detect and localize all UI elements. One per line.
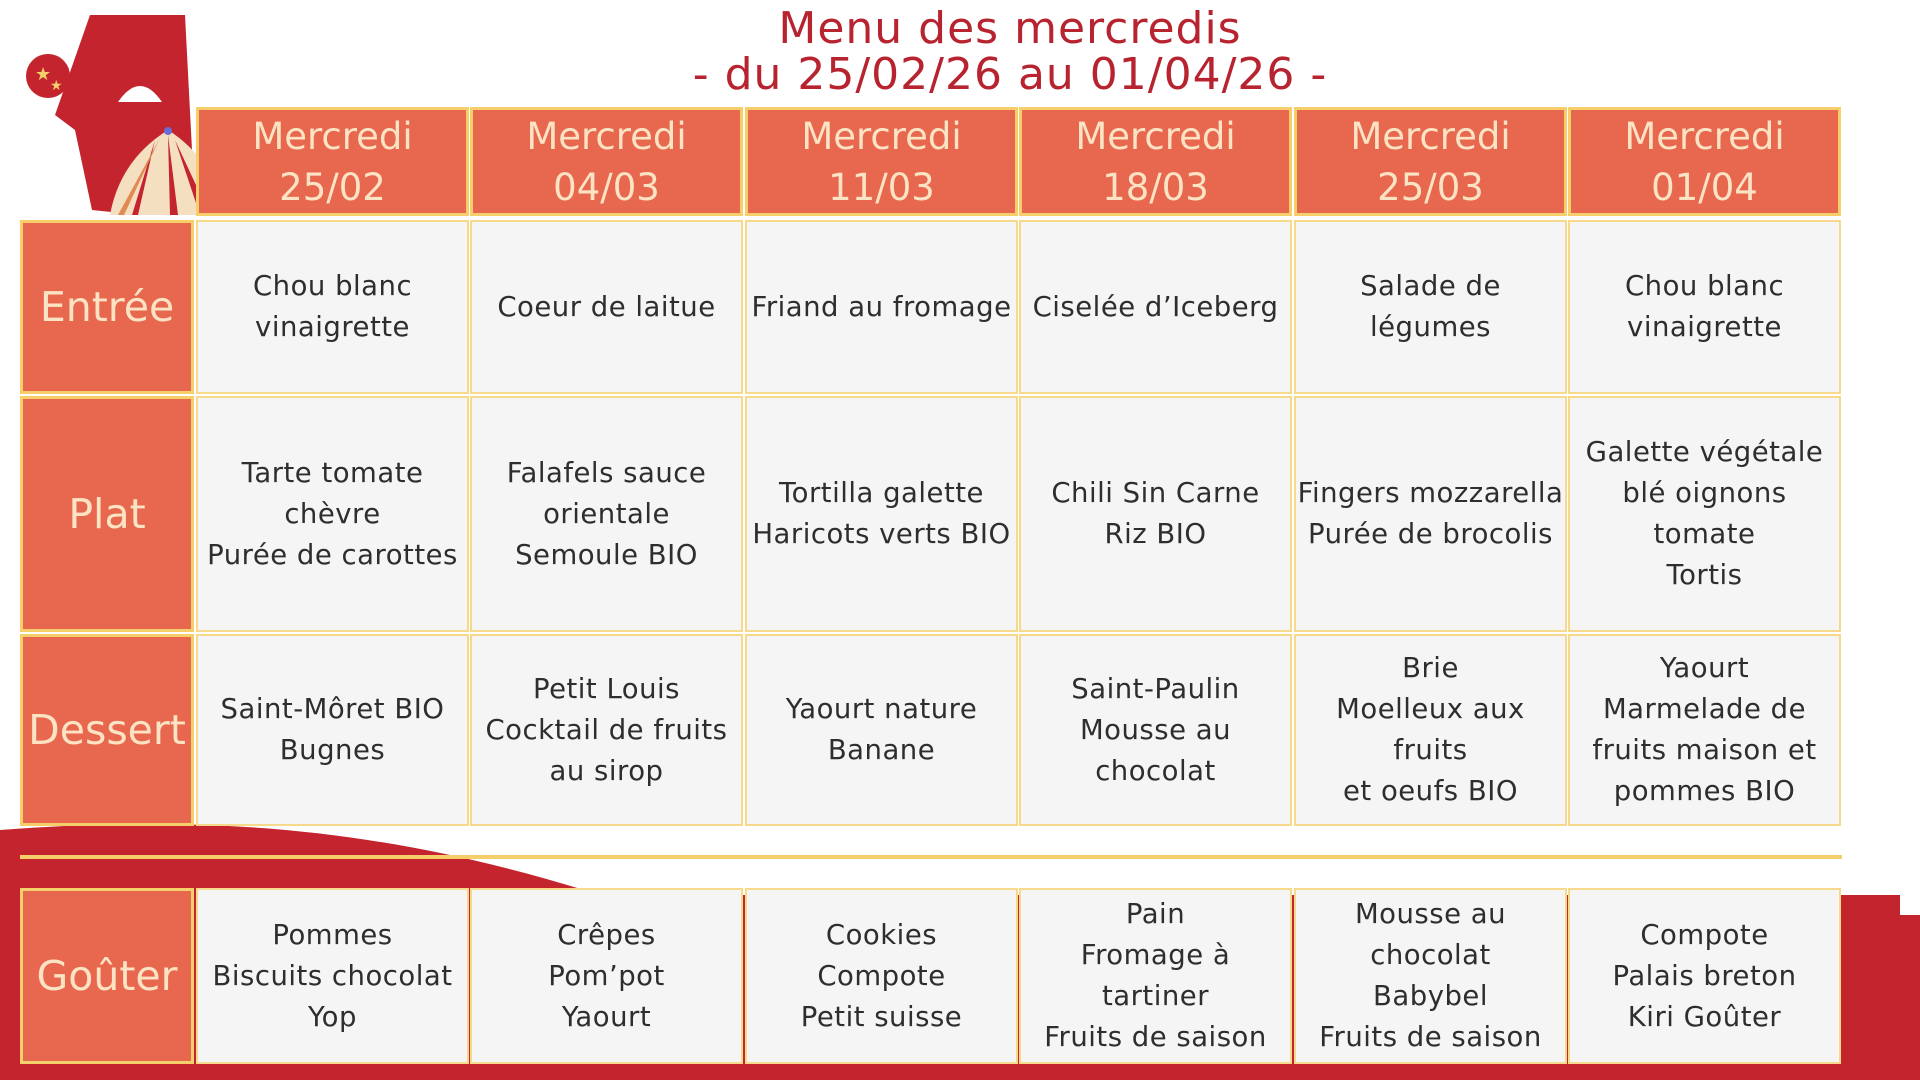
day-header	[1019, 107, 1292, 216]
menu-cell	[1568, 888, 1841, 1064]
menu-cell	[745, 634, 1018, 826]
menu-cell-text: Saint-Môret BIO Bugnes	[220, 693, 445, 766]
svg-text:★: ★	[50, 78, 63, 94]
menu-cell-text: Fingers mozzarella Purée de brocolis	[1297, 477, 1564, 550]
title-line-2: - du 25/02/26 au 01/04/26 -	[692, 49, 1328, 100]
row-header-plat	[20, 396, 194, 632]
day-header-label: Mercredi 25/02	[252, 114, 413, 209]
menu-cell	[1019, 634, 1292, 826]
menu-cell	[1294, 634, 1567, 826]
row-header-dessert	[20, 634, 194, 826]
row-header-label: Dessert	[28, 706, 186, 754]
day-header	[1568, 107, 1841, 216]
menu-cell-text: Chou blanc vinaigrette	[252, 270, 413, 343]
day-header-label: Mercredi 25/03	[1350, 114, 1511, 209]
row-header-gouter	[20, 888, 194, 1064]
page-title	[560, 3, 1460, 100]
menu-cell	[196, 888, 469, 1064]
menu-cell-text: Ciselée d’Iceberg	[1032, 290, 1279, 323]
title-line-1: Menu des mercredis	[778, 3, 1242, 54]
menu-cell-text: Tarte tomate chèvre Purée de carottes	[207, 456, 458, 571]
menu-cell	[1294, 396, 1567, 632]
menu-cell-text: Friand au fromage	[751, 290, 1012, 323]
day-header-label: Mercredi 18/03	[1075, 114, 1236, 209]
row-header-label: Plat	[68, 490, 146, 538]
day-header-label: Mercredi 11/03	[801, 114, 962, 209]
menu-cell-text: Yaourt Marmelade de fruits maison et pommes BIO	[1592, 652, 1817, 807]
menu-cell	[1019, 396, 1292, 632]
day-header	[745, 107, 1018, 216]
day-header	[1294, 107, 1567, 216]
menu-cell-text: Brie Moelleux aux fruits et oeufs BIO	[1336, 652, 1525, 807]
menu-cell	[470, 396, 743, 632]
menu-cell-text: Mousse au chocolat Babybel Fruits de saison	[1319, 898, 1542, 1053]
menu-cell	[470, 634, 743, 826]
menu-cell	[196, 634, 469, 826]
menu-cell	[1294, 220, 1567, 394]
menu-cell-text: Chili Sin Carne Riz BIO	[1051, 477, 1260, 550]
row-header-label: Entrée	[39, 283, 175, 331]
menu-cell-text: Falafels sauce orientale Semoule BIO	[506, 456, 707, 571]
menu-cell	[470, 888, 743, 1064]
menu-cell-text: Pain Fromage à tartiner Fruits de saison	[1044, 898, 1267, 1053]
menu-cell-text: Yaourt nature Banane	[785, 693, 978, 766]
menu-cell-text: Compote Palais breton Kiri Goûter	[1612, 918, 1797, 1033]
row-header-label: Goûter	[36, 952, 178, 1000]
menu-cell	[196, 220, 469, 394]
day-header	[470, 107, 743, 216]
menu-cell-text: Salade de légumes	[1360, 270, 1501, 343]
menu-cell	[745, 888, 1018, 1064]
menu-cell	[1568, 396, 1841, 632]
menu-cell-text: Coeur de laitue	[497, 290, 716, 323]
menu-cell	[196, 396, 469, 632]
svg-text:★: ★	[35, 64, 52, 85]
menu-cell	[1568, 634, 1841, 826]
menu-cell	[1019, 220, 1292, 394]
menu-cell	[1294, 888, 1567, 1064]
menu-cell-text: Chou blanc vinaigrette	[1624, 270, 1785, 343]
menu-cell-text: Galette végétale blé oignons tomate Tortis	[1585, 436, 1824, 591]
section-divider	[20, 855, 1842, 859]
menu-cell	[470, 220, 743, 394]
menu-cell	[1568, 220, 1841, 394]
menu-cell-text: Crêpes Pom’pot Yaourt	[548, 918, 665, 1033]
day-header-label: Mercredi 01/04	[1624, 114, 1785, 209]
menu-cell	[745, 220, 1018, 394]
menu-cell-text: Saint-Paulin Mousse au chocolat	[1071, 672, 1240, 787]
menu-cell-text: Cookies Compote Petit suisse	[800, 918, 963, 1033]
menu-cell-text: Pommes Biscuits chocolat Yop	[212, 918, 453, 1033]
menu-cell-text: Petit Louis Cocktail de fruits au sirop	[485, 672, 728, 787]
menu-cell-text: Tortilla galette Haricots verts BIO	[752, 477, 1011, 550]
menu-cell	[745, 396, 1018, 632]
row-header-entree	[20, 220, 194, 394]
menu-cell	[1019, 888, 1292, 1064]
day-header	[196, 107, 469, 216]
day-header-label: Mercredi 04/03	[526, 114, 687, 209]
